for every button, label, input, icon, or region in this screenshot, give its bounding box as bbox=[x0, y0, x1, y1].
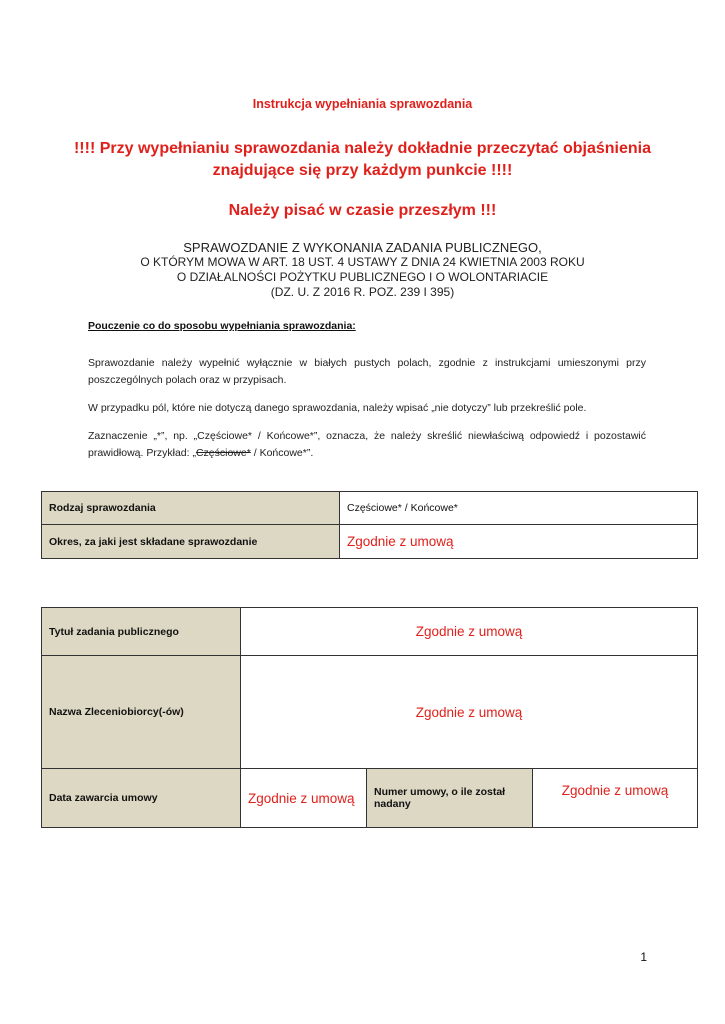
period-value[interactable]: Zgodnie z umową bbox=[340, 525, 698, 559]
contract-date-label: Data zawarcia umowy bbox=[42, 769, 241, 828]
report-type-label: Rodzaj sprawozdania bbox=[42, 492, 340, 525]
task-title-value[interactable]: Zgodnie z umową bbox=[241, 608, 698, 656]
task-title-label: Tytuł zadania publicznego bbox=[42, 608, 241, 656]
warning-text bbox=[0, 138, 725, 182]
warning-line-2: znajdujące się przy każdym punkcie !!!! bbox=[212, 162, 513, 179]
paragraph-3-start: Zaznaczenie „*”, np. „Częściowe* / Końcowe*”, oznacza, że należy skreślić niewłaściwą odpowiedź i pozostawić prawidłową. Przykład: „ bbox=[88, 430, 646, 459]
period-label: Okres, za jaki jest składane sprawozdanie bbox=[42, 525, 340, 559]
paragraph-2: W przypadku pól, które nie dotyczą danego sprawozdania, należy wpisać „nie dotyczy” lub przekreślić pole. bbox=[88, 402, 587, 414]
contractor-name-label: Nazwa Zleceniobiorcy(-ów) bbox=[42, 656, 241, 769]
paragraph-3-struck-example: Częściowe* bbox=[195, 447, 251, 459]
report-type-value[interactable]: Częściowe* / Końcowe* bbox=[340, 492, 698, 525]
pouczenie-title: Pouczenie co do sposobu wypełniania sprawozdania: bbox=[88, 320, 356, 332]
past-tense-note: Należy pisać w czasie przeszłym !!! bbox=[228, 202, 497, 219]
contractor-name-value[interactable]: Zgodnie z umową bbox=[241, 656, 698, 769]
report-type-table bbox=[41, 491, 698, 559]
contract-number-label: Numer umowy, o ile został nadany bbox=[367, 769, 533, 828]
page-number: 1 bbox=[640, 950, 647, 964]
paragraph-1: Sprawozdanie należy wypełnić wyłącznie w białych pustych polach, zgodnie z instrukcjami umieszonymi przy poszczególnych polach oraz w przypisach. bbox=[88, 357, 646, 386]
instruction-title: Instrukcja wypełniania sprawozdania bbox=[252, 97, 473, 111]
paragraph-3 bbox=[88, 428, 646, 462]
task-info-table bbox=[41, 607, 698, 828]
header-line-1: SPRAWOZDANIE Z WYKONANIA ZADANIA PUBLICZNEGO, bbox=[183, 240, 542, 255]
report-header bbox=[0, 240, 725, 300]
header-line-3: O DZIAŁALNOŚCI POŻYTKU PUBLICZNEGO I O WOLONTARIACIE bbox=[176, 270, 549, 284]
contract-number-value[interactable]: Zgodnie z umową bbox=[533, 769, 698, 828]
header-line-4: (DZ. U. Z 2016 R. POZ. 239 I 395) bbox=[270, 285, 455, 299]
header-line-2: O KTÓRYM MOWA W ART. 18 UST. 4 USTAWY Z DNIA 24 KWIETNIA 2003 ROKU bbox=[140, 255, 585, 269]
paragraph-3-end: / Końcowe*”. bbox=[250, 447, 314, 459]
warning-line-1: !!!! Przy wypełnianiu sprawozdania należy dokładnie przeczytać objaśnienia bbox=[73, 140, 652, 157]
contract-date-value[interactable]: Zgodnie z umową bbox=[241, 769, 367, 828]
